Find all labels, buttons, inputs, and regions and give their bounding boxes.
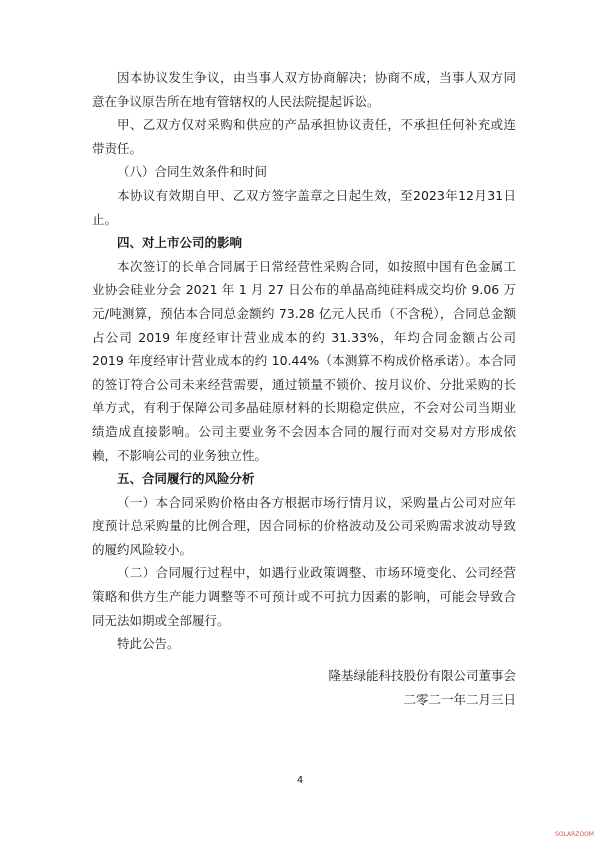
section-heading-impact: 四、对上市公司的影响 [117,235,243,251]
subheading-effective-conditions: （八）合同生效条件和时间 [117,164,268,180]
paragraph-risk-price: （一）本合同采购价格由各方根据市场行情月议，采购量占公司对应年度预计总采购量的比例合理，因合同标的价格波动及公司采购需求波动导致的履约风险较小。 [92,494,516,557]
page-number: 4 [296,775,304,786]
signature-company: 隆基绿能科技股份有限公司董事会 [328,668,516,683]
paragraph-risk-performance: （二）合同履行过程中，如遇行业政策调整、市场环境变化、公司经营策略和供方生产能力调整等不可预计或不可抗力因素的影响，可能会导致合同无法如期或全部履行。 [92,565,516,628]
paragraph-closing: 特此公告。 [117,636,180,652]
paragraph-validity: 本协议有效期自甲、乙双方签字盖章之日起生效，至2023年12月31日止。 [92,187,516,227]
document-body [92,66,516,656]
watermark: SOLARZOOM [554,831,594,838]
signature-date: 二零二一年二月三日 [403,692,516,707]
section-heading-risk: 五、合同履行的风险分析 [117,471,255,487]
paragraph-dispute: 因本协议发生争议，由当事人双方协商解决；协商不成，当事人双方同意在争议原告所在地有管辖权的人民法院提起诉讼。 [92,70,516,109]
paragraph-impact: 本次签订的长单合同属于日常经营性采购合同，如按照中国有色金属工业协会硅业分会 2021 年 1 月 27 日公布的单晶高纯硅料成交均价 9.06 万元/吨测算，预估本合同总金额约 73.28 亿元人民币（不含税），合同总金额占公司 2019 年度经审计营业成本的约 31.33%，年均合同金额占公司 2019 年度经审计营业成本的约 10.44%（本测算不构成价格承诺）。本合同的签订符合公司未来经营需要，通过锁量不锁价、按月议价、分批采购的长单方式，有利于保障公司多晶硅原材料的长期稳定供应，不会对公司当期业绩造成直接影响。公司主要业务不会因本合同的履行而对交易对方形成依赖，不影响公司的业务独立性。 [92,258,516,463]
paragraph-liability: 甲、乙双方仅对采购和供应的产品承担协议责任，不承担任何补充或连带责任。 [92,117,516,156]
